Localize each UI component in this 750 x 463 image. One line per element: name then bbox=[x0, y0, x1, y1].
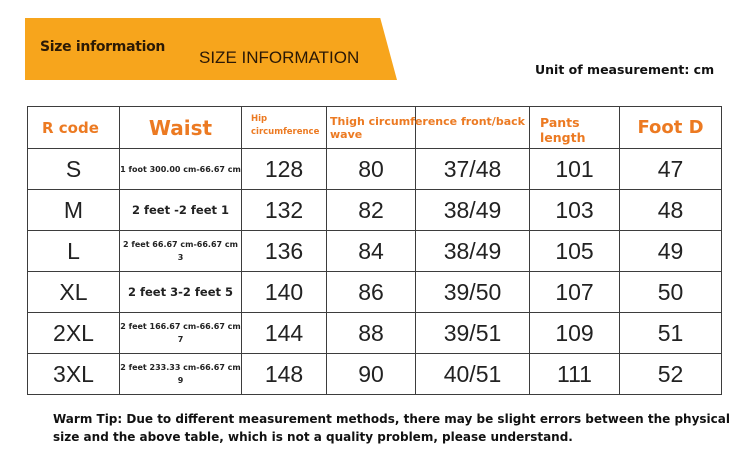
table-row bbox=[28, 149, 722, 190]
hip-cell: 128 bbox=[242, 149, 327, 190]
size-cell: M bbox=[28, 190, 120, 231]
wave-cell: 39/50 bbox=[416, 272, 530, 313]
pants-cell: 111 bbox=[530, 354, 620, 395]
size-table bbox=[27, 106, 722, 395]
header-pants-length: Pants length bbox=[530, 107, 620, 149]
thigh-cell: 88 bbox=[327, 313, 416, 354]
hip-cell: 136 bbox=[242, 231, 327, 272]
waist-cell: 2 feet 233.33 cm-66.67 cm 9 bbox=[120, 354, 242, 395]
foot-cell: 52 bbox=[620, 354, 722, 395]
size-cell: S bbox=[28, 149, 120, 190]
foot-cell: 47 bbox=[620, 149, 722, 190]
header-r-code: R code bbox=[28, 107, 120, 149]
waist-cell: 2 feet 166.67 cm-66.67 cm 7 bbox=[120, 313, 242, 354]
thigh-cell: 90 bbox=[327, 354, 416, 395]
hip-cell: 140 bbox=[242, 272, 327, 313]
hip-cell: 148 bbox=[242, 354, 327, 395]
unit-label: Unit of measurement: cm bbox=[535, 62, 715, 77]
wave-cell: 37/48 bbox=[416, 149, 530, 190]
thigh-cell: 84 bbox=[327, 231, 416, 272]
header-foot: Foot D bbox=[620, 107, 722, 149]
foot-cell: 51 bbox=[620, 313, 722, 354]
pants-cell: 101 bbox=[530, 149, 620, 190]
header-thigh bbox=[327, 107, 525, 149]
header-waist: Waist bbox=[120, 107, 242, 149]
wave-cell: 38/49 bbox=[416, 190, 530, 231]
waist-cell: 2 feet 3-2 feet 5 bbox=[120, 272, 242, 313]
size-cell: 3XL bbox=[28, 354, 120, 395]
foot-cell: 50 bbox=[620, 272, 722, 313]
pants-cell: 103 bbox=[530, 190, 620, 231]
table-row bbox=[28, 272, 722, 313]
wave-cell: 39/51 bbox=[416, 313, 530, 354]
hip-cell: 144 bbox=[242, 313, 327, 354]
table-header-row bbox=[28, 107, 722, 149]
warm-tip-note: Warm Tip: Due to different measurement methods, there may be slight errors between the physical size and the above table, which is not a quality problem, please understand. bbox=[53, 412, 730, 444]
waist-cell: 1 foot 300.00 cm-66.67 cm bbox=[120, 149, 242, 190]
foot-cell: 48 bbox=[620, 190, 722, 231]
pants-cell: 107 bbox=[530, 272, 620, 313]
size-cell: XL bbox=[28, 272, 120, 313]
hip-cell: 132 bbox=[242, 190, 327, 231]
table-row bbox=[28, 190, 722, 231]
banner-title: Size information bbox=[40, 39, 166, 55]
thigh-cell: 80 bbox=[327, 149, 416, 190]
table-row bbox=[28, 313, 722, 354]
header-thigh-label: Thigh circumference front/back wave bbox=[330, 115, 525, 141]
pants-cell: 109 bbox=[530, 313, 620, 354]
foot-cell: 49 bbox=[620, 231, 722, 272]
pants-cell: 105 bbox=[530, 231, 620, 272]
thigh-cell: 82 bbox=[327, 190, 416, 231]
header-hip: Hip circumference bbox=[242, 107, 327, 149]
size-cell: L bbox=[28, 231, 120, 272]
waist-cell: 2 feet -2 feet 1 bbox=[120, 190, 242, 231]
banner-subtitle: SIZE INFORMATION bbox=[199, 48, 360, 67]
table-row bbox=[28, 231, 722, 272]
wave-cell: 40/51 bbox=[416, 354, 530, 395]
wave-cell: 38/49 bbox=[416, 231, 530, 272]
waist-cell: 2 feet 66.67 cm-66.67 cm 3 bbox=[120, 231, 242, 272]
table-row bbox=[28, 354, 722, 395]
thigh-cell: 86 bbox=[327, 272, 416, 313]
size-cell: 2XL bbox=[28, 313, 120, 354]
